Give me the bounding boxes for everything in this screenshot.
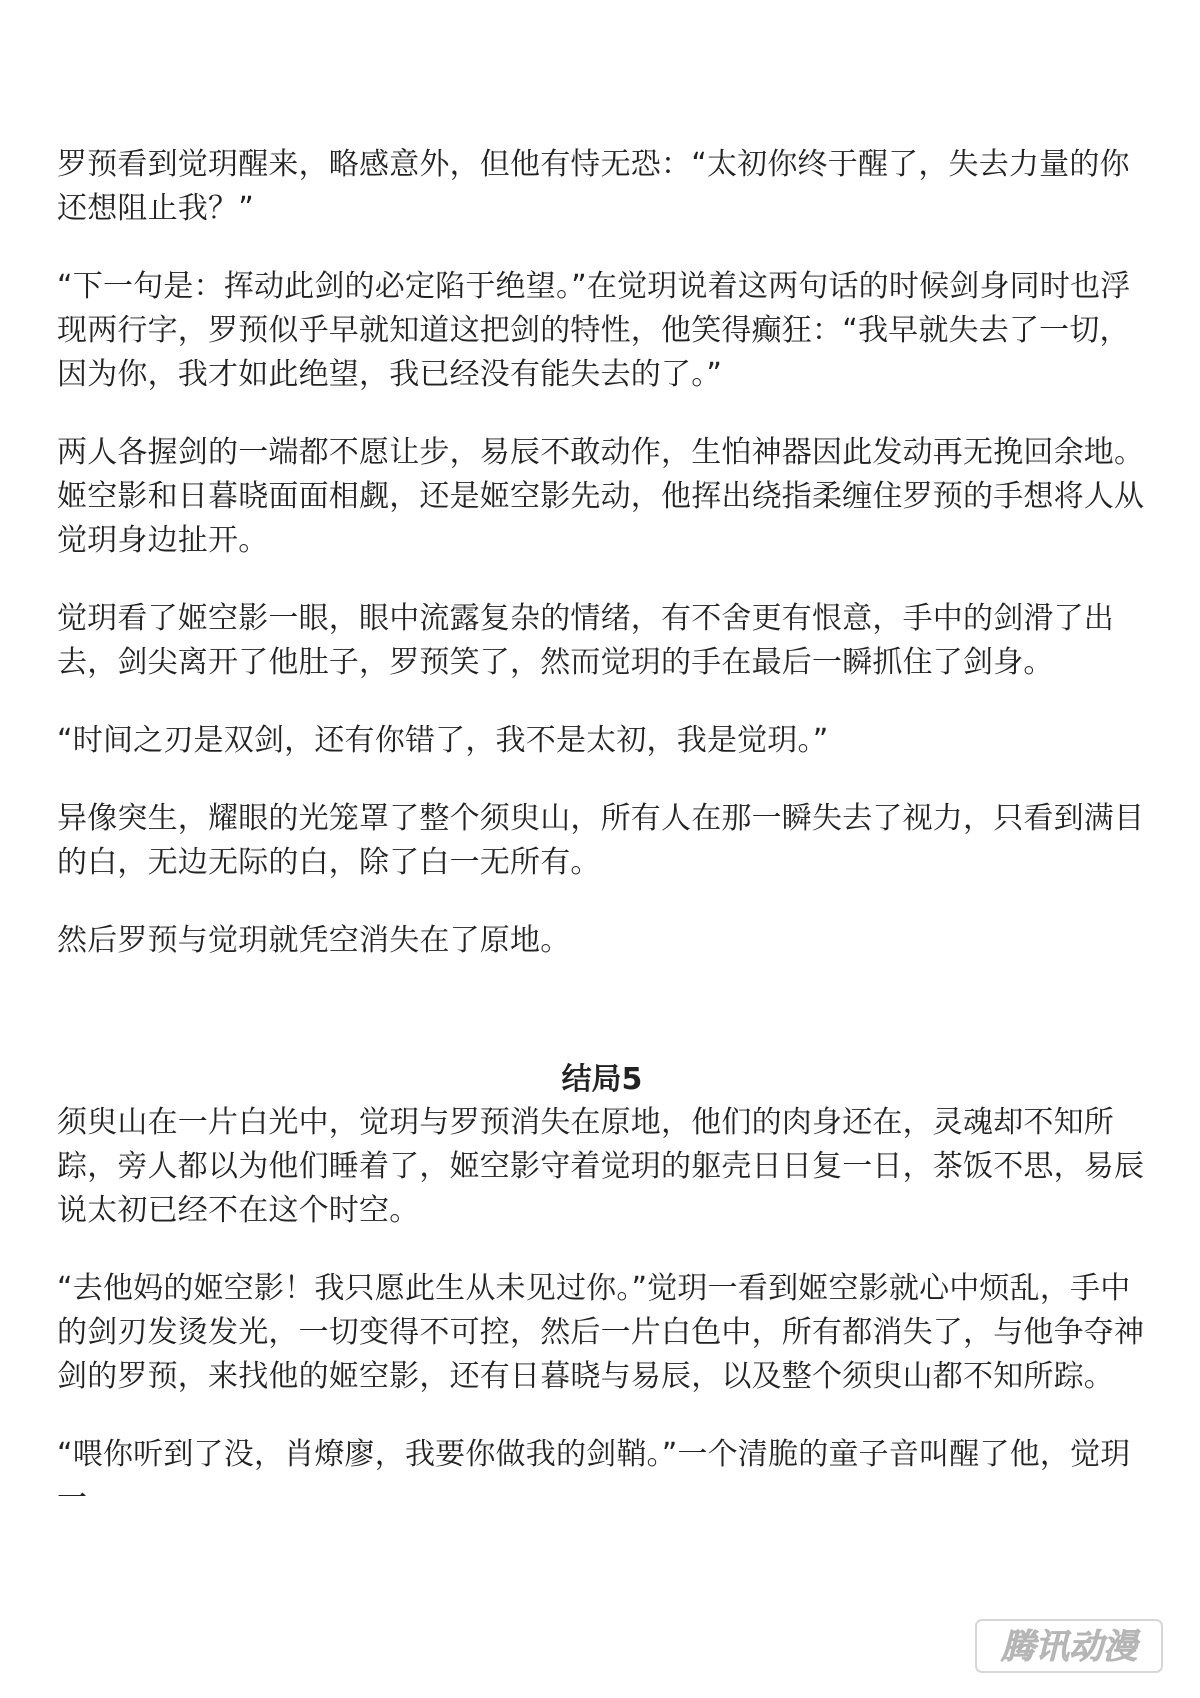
watermark-logo-icon	[974, 1616, 1164, 1676]
paragraph: 然后罗预与觉玥就凭空消失在了原地。	[57, 923, 571, 958]
paragraph: 须臾山在一片白光中，觉玥与罗预消失在原地，他们的肉身还在，灵魂却不知所踪，旁人都以为他们睡着了，姬空影守着觉玥的躯壳日日复一日，茶饭不思，易辰说太初已经不在这个时空。	[57, 1105, 1145, 1228]
watermark-text: 腾讯动漫	[1001, 1627, 1137, 1667]
section-heading: 结局5	[561, 1062, 643, 1097]
paragraph: “去他妈的姬空影！我只愿此生从未见过你。”觉玥一看到姬空影就心中烦乱，手中的剑刃发烫发光，一切变得不可控，然后一片白色中，所有都消失了，与他争夺神剑的罗预，来找他的姬空影，还有日暮晓与易辰，以及整个须臾山都不知所踪。	[57, 1271, 1145, 1394]
paragraph: “下一句是：挥动此剑的必定陷于绝望。”在觉玥说着这两句话的时候剑身同时也浮现两行字，罗预似乎早就知道这把剑的特性，他笑得癫狂：“我早就失去了一切，因为你，我才如此绝望，我已经没有能失去的了。”	[57, 269, 1131, 392]
paragraph: 两人各握剑的一端都不愿让步，易辰不敢动作，生怕神器因此发动再无挽回余地。姬空影和日暮晓面面相觑，还是姬空影先动，他挥出绕指柔缠住罗预的手想将人从觉玥身边扯开。	[57, 435, 1145, 558]
section-spacer	[57, 997, 1147, 1059]
watermark-logo	[974, 1616, 1164, 1676]
paragraph: 罗预看到觉玥醒来，略感意外，但他有恃无恐：“太初你终于醒了，失去力量的你还想阻止我？”	[57, 147, 1130, 226]
paragraph: 异像突生，耀眼的光笼罩了整个须臾山，所有人在那一瞬失去了视力，只看到满目的白，无边无际的白，除了白一无所有。	[57, 801, 1145, 880]
document-body	[57, 143, 1147, 1555]
paragraph: “时间之刃是双剑，还有你错了，我不是太初，我是觉玥。”	[57, 723, 829, 758]
paragraph: “喂你听到了没，肖燎廖，我要你做我的剑鞘。”一个清脆的童子音叫醒了他，觉玥一	[57, 1437, 1131, 1516]
paragraph: 觉玥看了姬空影一眼，眼中流露复杂的情绪，有不舍更有恨意，手中的剑滑了出去，剑尖离开了他肚子，罗预笑了，然而觉玥的手在最后一瞬抓住了剑身。	[57, 601, 1114, 680]
